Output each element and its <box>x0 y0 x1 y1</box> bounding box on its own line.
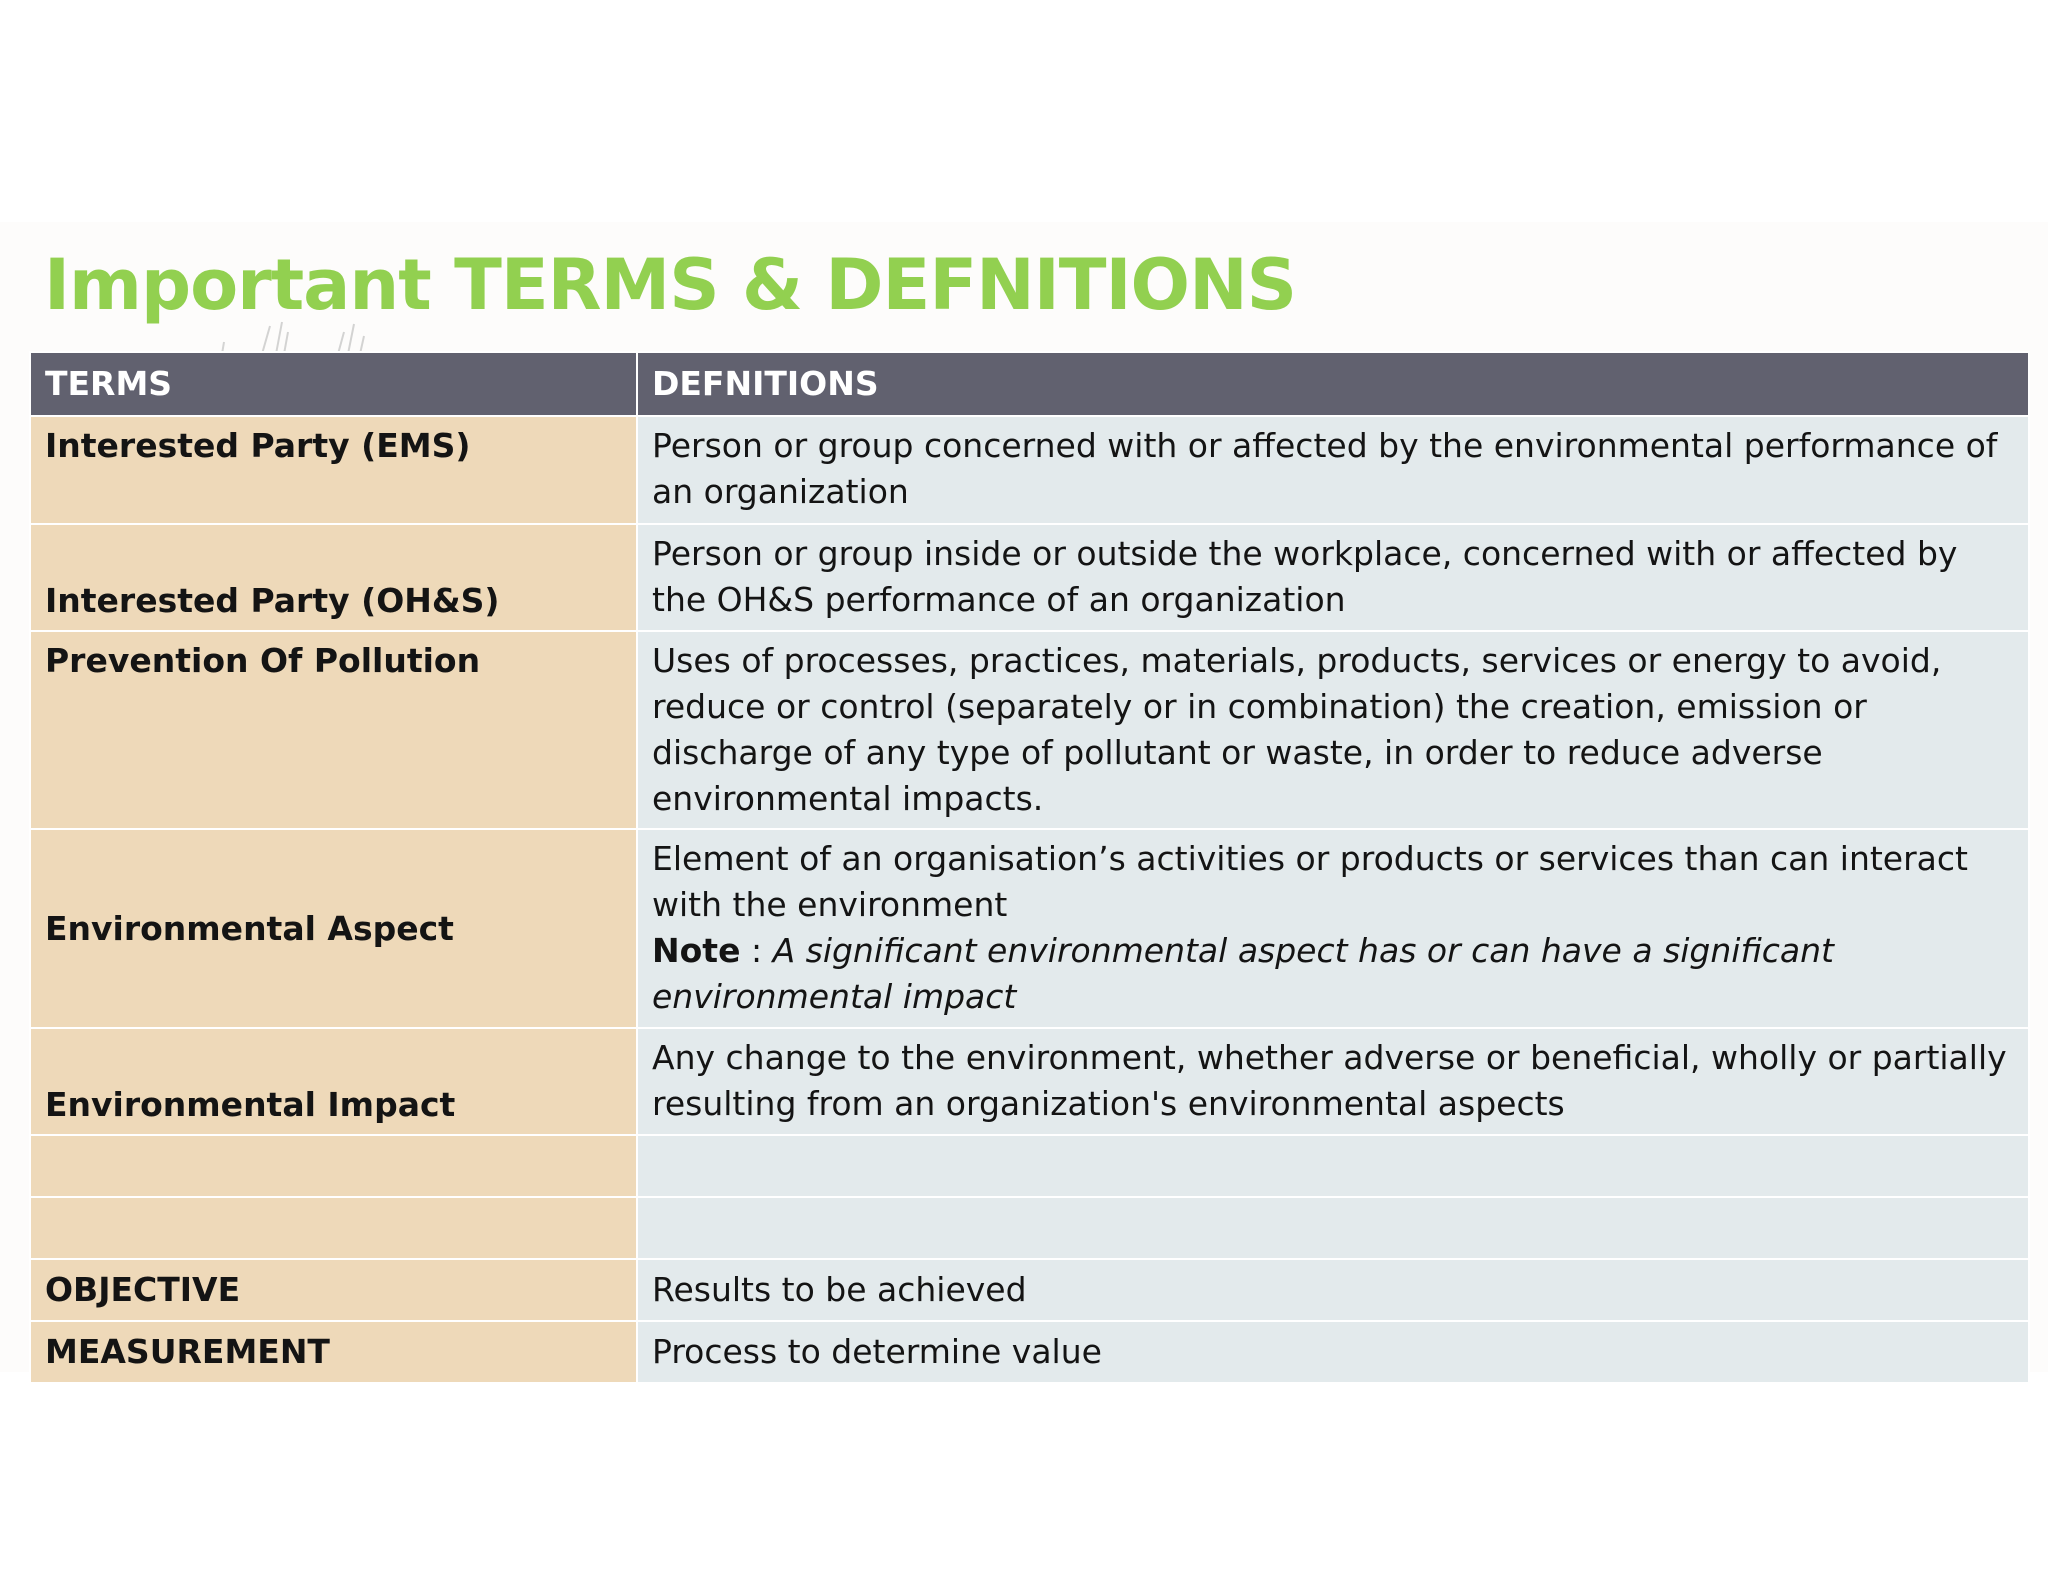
table-header-row <box>30 352 2029 416</box>
definition-cell: Process to determine value <box>637 1321 2029 1383</box>
definition-cell: Any change to the environment, whether adverse or beneficial, wholly or partially resulting from an organization's environmental aspects <box>637 1028 2029 1135</box>
table-row <box>30 631 2029 829</box>
note-text: A significant environmental aspect has or can have a significant environmental impact <box>652 931 1834 1016</box>
table-row <box>30 829 2029 1028</box>
term-cell <box>30 1197 637 1259</box>
table-row <box>30 416 2029 524</box>
note-separator: : <box>740 931 773 970</box>
term-cell: Environmental Aspect <box>30 829 637 1028</box>
term-cell: Environmental Impact <box>30 1028 637 1135</box>
definition-cell <box>637 1197 2029 1259</box>
definition-cell <box>637 1135 2029 1197</box>
page-title: Important TERMS & DEFNITIONS <box>44 244 1297 326</box>
definition-text: Element of an organisation’s activities or products or services than can interact with the environment <box>652 839 1968 924</box>
definition-cell: Uses of processes, practices, materials, products, services or energy to avoid, reduce or control (separately or in combination) the creation, emission or discharge of any type of pollutant or waste, in order to reduce adverse environmental impacts. <box>637 631 2029 829</box>
term-cell: MEASUREMENT <box>30 1321 637 1383</box>
term-cell <box>30 1135 637 1197</box>
terms-column-header: TERMS <box>30 352 637 416</box>
table-row <box>30 1028 2029 1135</box>
table-row <box>30 1259 2029 1321</box>
table-row <box>30 524 2029 631</box>
table-row <box>30 1321 2029 1383</box>
term-cell: OBJECTIVE <box>30 1259 637 1321</box>
definitions-column-header: DEFNITIONS <box>637 352 2029 416</box>
term-cell: Interested Party (EMS) <box>30 416 637 524</box>
definition-cell: Results to be achieved <box>637 1259 2029 1321</box>
term-cell: Interested Party (OH&S) <box>30 524 637 631</box>
terms-table <box>29 351 2030 1384</box>
definition-cell <box>637 829 2029 1028</box>
definition-cell: Person or group inside or outside the workplace, concerned with or affected by the OH&S performance of an organization <box>637 524 2029 631</box>
table-row <box>30 1135 2029 1197</box>
table-row <box>30 1197 2029 1259</box>
term-cell: Prevention Of Pollution <box>30 631 637 829</box>
note-label: Note <box>652 931 741 970</box>
definition-cell: Person or group concerned with or affected by the environmental performance of an organization <box>637 416 2029 524</box>
